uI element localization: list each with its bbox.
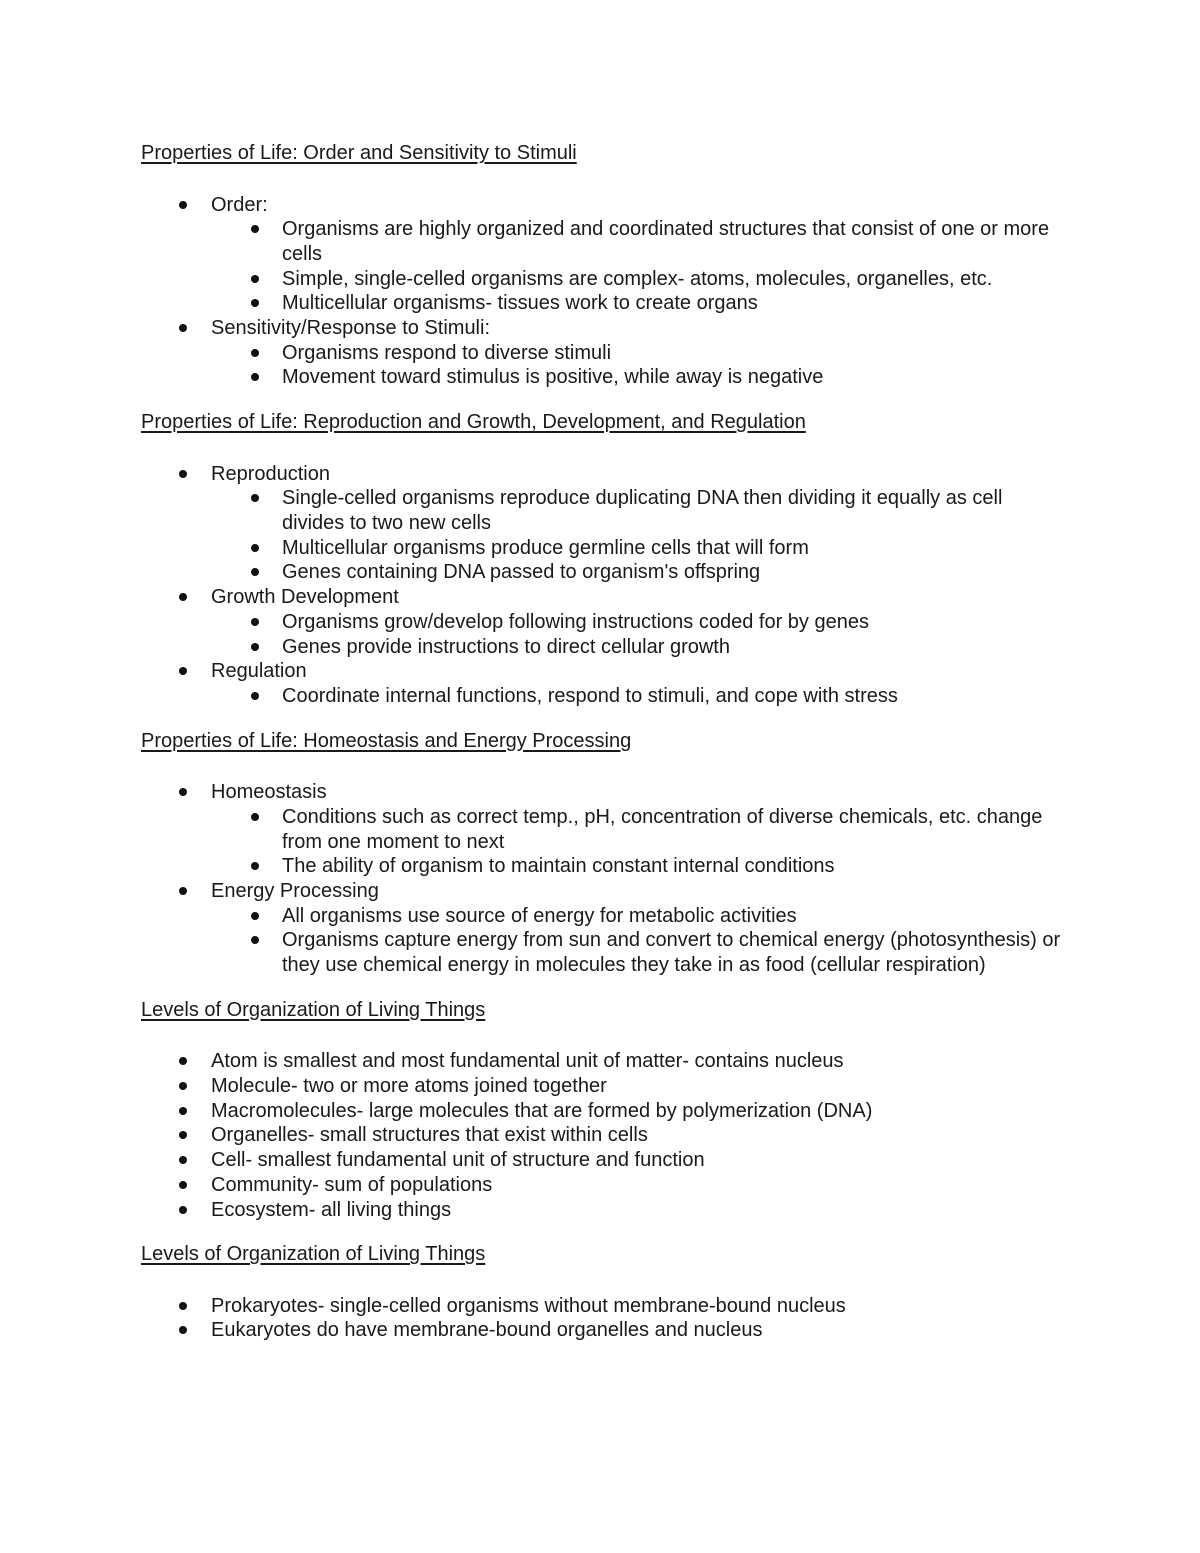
list-item [141, 1198, 1061, 1223]
bullet-icon [251, 225, 259, 233]
section [141, 410, 1061, 709]
bullet-icon [179, 788, 187, 796]
sub-list-item-text: Organisms respond to diverse stimuli [282, 341, 612, 364]
bullet-icon [251, 349, 259, 357]
section [141, 141, 1061, 390]
bullet-icon [251, 936, 259, 944]
section [141, 729, 1061, 978]
bullet-icon [251, 373, 259, 381]
bullet-list [141, 462, 1061, 709]
list-item [141, 1049, 1061, 1074]
sub-list-item-text: Organisms are highly organized and coordinated structures that consist of one or more cells [282, 218, 1050, 265]
bullet-list [141, 1049, 1061, 1222]
sub-list-item-text: Single-celled organisms reproduce duplicating DNA then dividing it equally as cell divides to two new cells [282, 487, 1003, 535]
list-item-text: Prokaryotes- single-celled organisms without membrane-bound nucleus [211, 1294, 846, 1317]
list-item [141, 1294, 1061, 1319]
bullet-icon [251, 299, 259, 307]
list-item-text: Reproduction [211, 462, 330, 485]
sub-list-item [211, 854, 1061, 879]
sub-list-item [211, 805, 1061, 854]
sub-list-item-text: Genes provide instructions to direct cellular growth [282, 635, 730, 658]
document-page [141, 141, 1061, 1363]
section-heading: Levels of Organization of Living Things [141, 998, 486, 1021]
sub-list-item [211, 536, 1061, 561]
list-item [141, 462, 1061, 586]
sub-list-item [211, 635, 1061, 660]
sub-bullet-list [141, 341, 1061, 390]
sub-list-item-text: All organisms use source of energy for metabolic activities [282, 904, 797, 927]
list-item [141, 780, 1061, 879]
sub-list-item [211, 486, 1061, 535]
sub-list-item-text: Multicellular organisms- tissues work to create organs [282, 292, 758, 315]
list-item [141, 1123, 1061, 1148]
list-item [141, 316, 1061, 390]
bullet-icon [251, 813, 259, 821]
sub-list-item [211, 267, 1061, 292]
sub-list-item [211, 610, 1061, 635]
section-heading: Properties of Life: Reproduction and Growth, Development, and Regulation [141, 411, 806, 434]
bullet-icon [179, 1181, 187, 1189]
sub-list-item [211, 341, 1061, 366]
bullet-icon [251, 692, 259, 700]
list-item-text: Organelles- small structures that exist within cells [211, 1124, 648, 1147]
bullet-list [141, 780, 1061, 978]
bullet-icon [179, 324, 187, 332]
sub-bullet-list [141, 904, 1061, 978]
section [141, 998, 1061, 1222]
list-item-text: Order: [211, 193, 268, 216]
list-item-text: Eukaryotes do have membrane-bound organelles and nucleus [211, 1319, 763, 1342]
bullet-icon [251, 643, 259, 651]
bullet-icon [179, 1107, 187, 1115]
sub-list-item-text: The ability of organism to maintain constant internal conditions [282, 855, 835, 878]
list-item-text: Energy Processing [211, 879, 379, 902]
sub-list-item [211, 684, 1061, 709]
section-heading: Properties of Life: Homeostasis and Energy Processing [141, 729, 632, 752]
sub-list-item-text: Organisms capture energy from sun and convert to chemical energy (photosynthesis) or they use chemical energy in molecules they take in as food (cellular respiration) [282, 929, 1061, 977]
list-item-text: Homeostasis [211, 781, 327, 804]
bullet-icon [251, 568, 259, 576]
list-item [141, 1148, 1061, 1173]
bullet-icon [179, 1057, 187, 1065]
list-item-text: Molecule- two or more atoms joined together [211, 1074, 607, 1097]
bullet-icon [179, 593, 187, 601]
sub-list-item [211, 365, 1061, 390]
sub-list-item-text: Organisms grow/develop following instructions coded for by genes [282, 610, 869, 633]
list-item-text: Community- sum of populations [211, 1173, 493, 1196]
list-item [141, 1318, 1061, 1343]
bullet-list [141, 193, 1061, 391]
sub-list-item-text: Genes containing DNA passed to organism's offspring [282, 561, 761, 584]
bullet-icon [179, 1082, 187, 1090]
sub-list-item-text: Conditions such as correct temp., pH, concentration of diverse chemicals, etc. change from one moment to next [282, 805, 1043, 853]
sub-list-item-text: Movement toward stimulus is positive, while away is negative [282, 366, 824, 389]
bullet-icon [179, 470, 187, 478]
sub-list-item [211, 904, 1061, 929]
bullet-icon [179, 201, 187, 209]
sub-list-item [211, 291, 1061, 316]
bullet-icon [251, 912, 259, 920]
list-item-text: Atom is smallest and most fundamental unit of matter- contains nucleus [211, 1050, 844, 1073]
bullet-list [141, 1294, 1061, 1343]
sub-list-item-text: Coordinate internal functions, respond to stimuli, and cope with stress [282, 684, 898, 707]
section-heading: Levels of Organization of Living Things [141, 1243, 486, 1266]
bullet-icon [251, 544, 259, 552]
list-item-text: Regulation [211, 660, 307, 683]
sub-bullet-list [141, 684, 1061, 709]
sub-list-item [211, 560, 1061, 585]
bullet-icon [251, 862, 259, 870]
sub-list-item [211, 928, 1061, 977]
section-heading: Properties of Life: Order and Sensitivity to Stimuli [141, 142, 577, 164]
bullet-icon [251, 275, 259, 283]
bullet-icon [179, 1326, 187, 1334]
list-item [141, 193, 1061, 317]
list-item [141, 659, 1061, 708]
bullet-icon [179, 1156, 187, 1164]
bullet-icon [179, 1206, 187, 1214]
sub-bullet-list [141, 610, 1061, 659]
list-item [141, 1074, 1061, 1099]
sub-list-item-text: Simple, single-celled organisms are complex- atoms, molecules, organelles, etc. [282, 267, 993, 290]
list-item [141, 1173, 1061, 1198]
bullet-icon [179, 887, 187, 895]
list-item-text: Sensitivity/Response to Stimuli: [211, 317, 491, 340]
list-item [141, 879, 1061, 978]
list-item-text: Ecosystem- all living things [211, 1198, 452, 1221]
list-item-text: Growth Development [211, 586, 399, 609]
sub-bullet-list [141, 486, 1061, 585]
bullet-icon [179, 1302, 187, 1310]
bullet-icon [251, 494, 259, 502]
list-item-text: Cell- smallest fundamental unit of structure and function [211, 1149, 705, 1172]
sub-list-item-text: Multicellular organisms produce germline cells that will form [282, 536, 809, 559]
bullet-icon [179, 1131, 187, 1139]
sub-list-item [211, 217, 1061, 266]
list-item-text: Macromolecules- large molecules that are formed by polymerization (DNA) [211, 1099, 873, 1122]
list-item [141, 1099, 1061, 1124]
section [141, 1242, 1061, 1343]
bullet-icon [251, 618, 259, 626]
sub-bullet-list [141, 217, 1061, 316]
sub-bullet-list [141, 805, 1061, 879]
list-item [141, 585, 1061, 659]
bullet-icon [179, 667, 187, 675]
